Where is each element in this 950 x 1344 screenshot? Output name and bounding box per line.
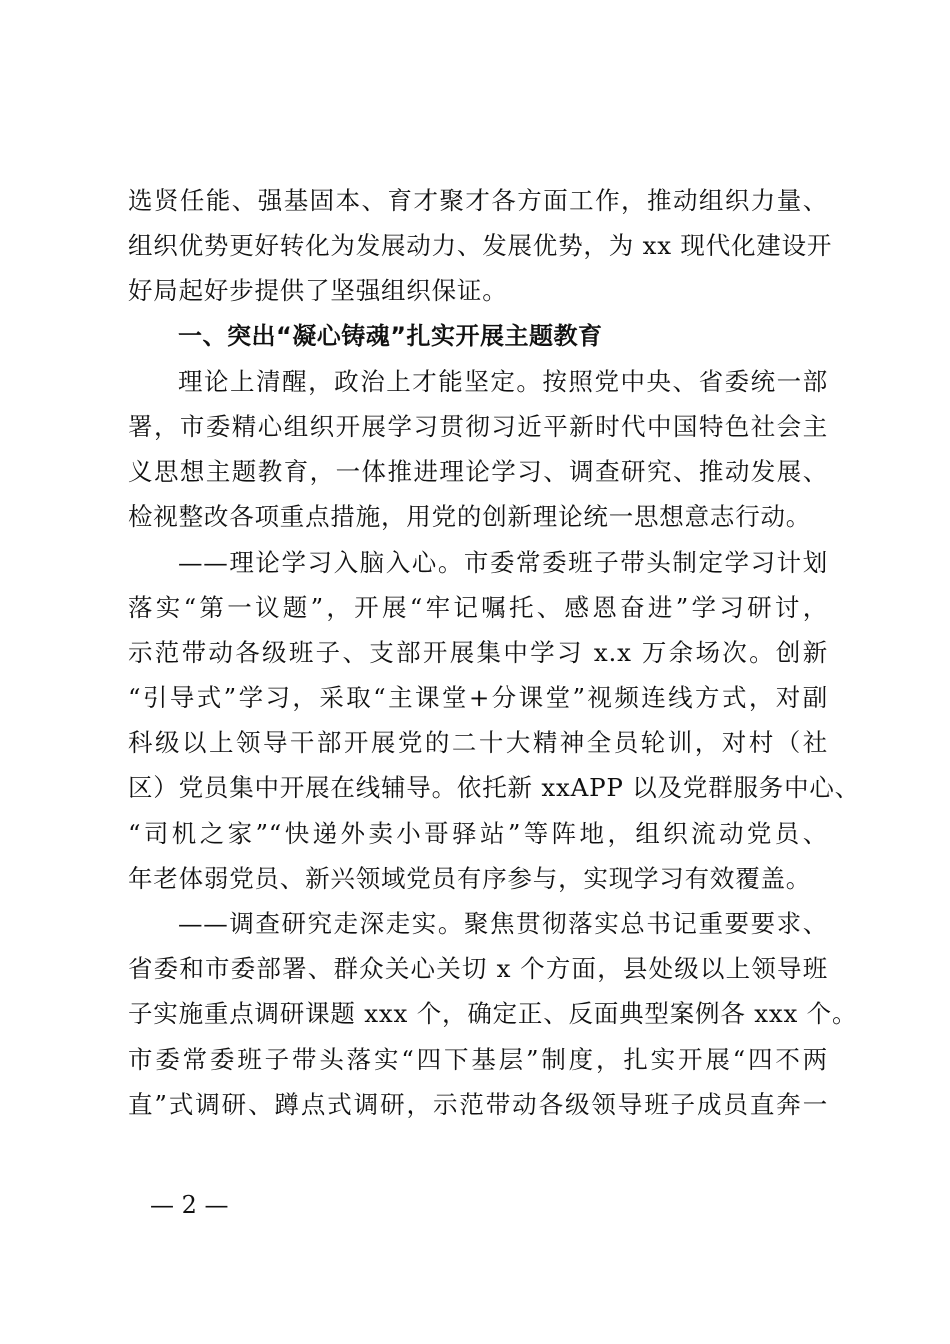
text-line: “司机之家”“快递外卖小哥驿站”等阵地，组织流动党员、 <box>128 818 828 848</box>
text-line: 落实“第一议题”，开展“牢记嘱托、感恩奋进”学习研讨， <box>128 592 828 622</box>
body-text <box>128 178 860 1127</box>
text-line: ——调查研究走深走实。聚焦贯彻落实总书记重要要求、 <box>178 909 828 938</box>
text-line: 署，市委精心组织开展学习贯彻习近平新时代中国特色社会主 <box>128 411 828 441</box>
text-line: 直”式调研、蹲点式调研，示范带动各级领导班子成员直奔一 <box>128 1089 828 1119</box>
text-line: “引导式”学习，采取“主课堂+分课堂”视频连线方式，对副 <box>128 683 828 713</box>
text-line: ——理论学习入脑入心。市委常委班子带头制定学习计划 <box>178 547 828 577</box>
text-line: 省委和市委部署、群众关心关切 x 个方面，县处级以上领导班 <box>128 954 828 984</box>
text-line: 科级以上领导干部开展党的二十大精神全员轮训，对村（社 <box>128 728 828 758</box>
text-line: 选贤任能、强基固本、育才聚才各方面工作，推动组织力量、 <box>128 186 828 215</box>
text-line: 检视整改各项重点措施，用党的创新理论统一思想意志行动。 <box>128 502 812 532</box>
text-line: 市委常委班子带头落实“四下基层”制度，扎实开展“四不两 <box>128 1044 828 1074</box>
page-number: — 2 — <box>150 1191 229 1219</box>
text-line: 区）党员集中开展在线辅导。依托新 xxAPP 以及党群服务中心、 <box>128 773 860 803</box>
text-line: 义思想主题教育，一体推进理论学习、调查研究、推动发展、 <box>128 457 828 487</box>
text-line: 好局起好步提供了坚强组织保证。 <box>128 276 508 306</box>
text-line: 子实施重点调研课题 xxx 个，确定正、反面典型案例各 xxx 个。 <box>128 999 858 1029</box>
section-heading: 一、突出“凝心铸魂”扎实开展主题教育 <box>178 321 603 350</box>
text-line: 理论上清醒，政治上才能坚定。按照党中央、省委统一部 <box>178 366 828 396</box>
text-line: 组织优势更好转化为发展动力、发展优势，为 xx 现代化建设开 <box>128 231 833 261</box>
text-line: 示范带动各级班子、支部开展集中学习 x.x 万余场次。创新 <box>128 637 828 667</box>
text-line: 年老体弱党员、新兴领域党员有序参与，实现学习有效覆盖。 <box>128 863 812 893</box>
